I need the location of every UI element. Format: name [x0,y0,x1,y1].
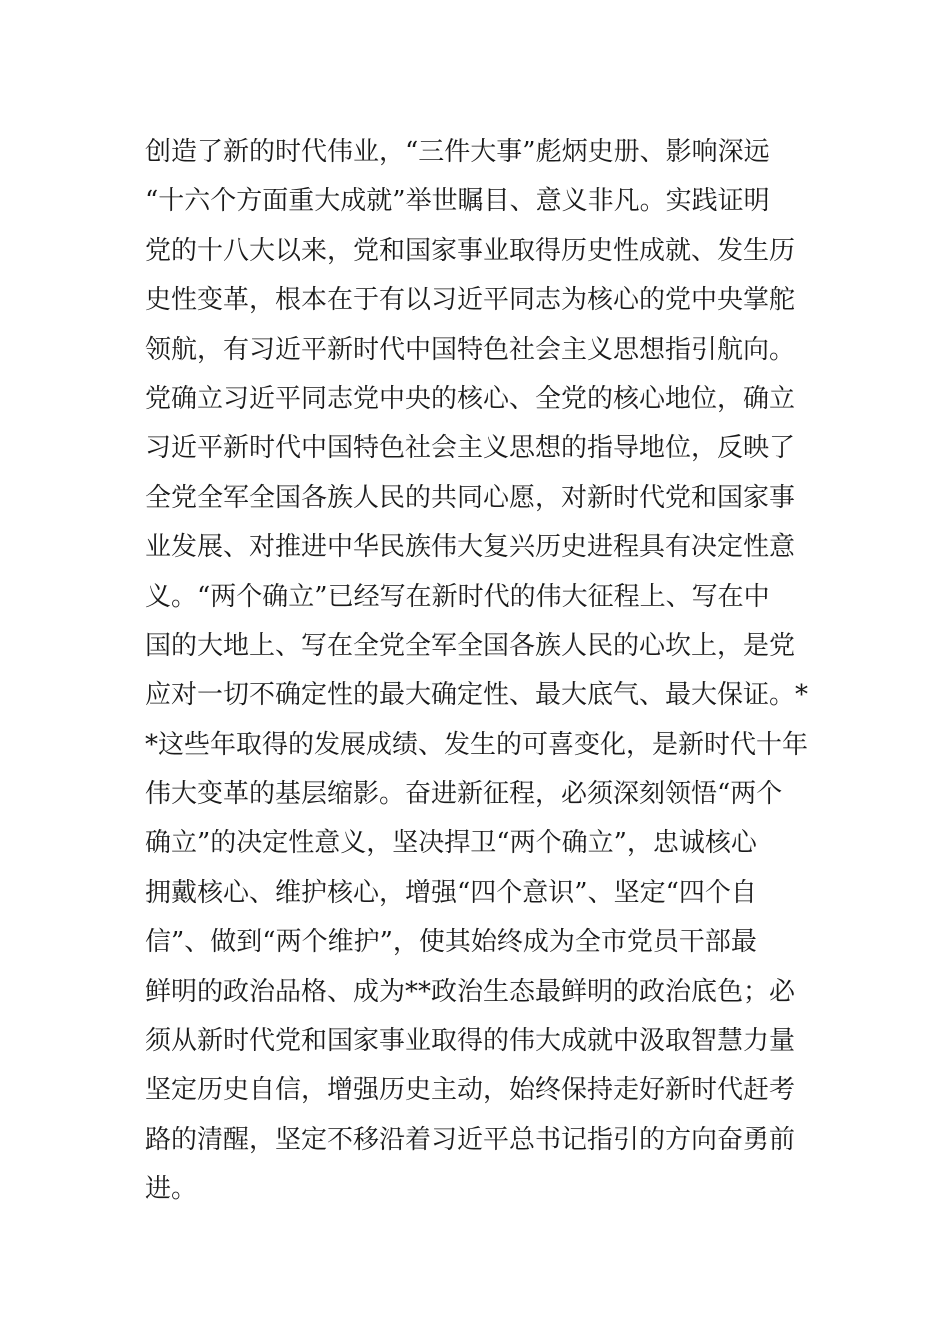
text-line: *这些年取得的发展成绩、发生的可喜变化，是新时代十年 [145,729,809,760]
text-line: 党确立习近平同志党中央的核心、全党的核心地位，确立 [145,383,796,414]
text-line: 坚定历史自信，增强历史主动，始终保持走好新时代赶考 [145,1075,796,1106]
text-line: 确立”的决定性意义，坚决捍卫“两个确立”，忠诚核心 [145,828,757,859]
text-line: 领航，有习近平新时代中国特色社会主义思想指引航向。 [145,334,796,365]
text-line: 应对一切不确定性的最大确定性、最大底气、最大保证。* [145,680,809,711]
text-line: 须从新时代党和国家事业取得的伟大成就中汲取智慧力量 [145,1026,796,1057]
text-line: 全党全军全国各族人民的共同心愿，对新时代党和国家事 [145,482,796,513]
text-line: 路的清醒，坚定不移沿着习近平总书记指引的方向奋勇前 [145,1124,796,1155]
text-line: 史性变革，根本在于有以习近平同志为核心的党中央掌舵 [145,285,796,316]
text-line: 伟大变革的基层缩影。奋进新征程，必须深刻领悟“两个 [145,779,783,810]
text-line: 义。“两个确立”已经写在新时代的伟大征程上、写在中 [145,581,770,612]
text-line: 鲜明的政治品格、成为**政治生态最鲜明的政治底色；必 [145,976,796,1007]
text-line: 进。 [145,1174,198,1205]
text-line: 创造了新的时代伟业，“三件大事”彪炳史册、影响深远 [145,137,770,167]
text-line: 拥戴核心、维护核心，增强“四个意识”、坚定“四个自 [145,877,757,908]
body-paragraph [145,128,815,1215]
text-line: 信”、做到“两个维护”，使其始终成为全市党员干部最 [145,927,757,958]
text-line: 业发展、对推进中华民族伟大复兴历史进程具有决定性意 [145,532,796,563]
text-line: 党的十八大以来，党和国家事业取得历史性成就、发生历 [145,235,796,266]
text-line: 国的大地上、写在全党全军全国各族人民的心坎上，是党 [145,630,796,661]
text-line: “十六个方面重大成就”举世瞩目、意义非凡。实践证明 [145,186,770,217]
text-line: 习近平新时代中国特色社会主义思想的指导地位，反映了 [145,433,796,464]
